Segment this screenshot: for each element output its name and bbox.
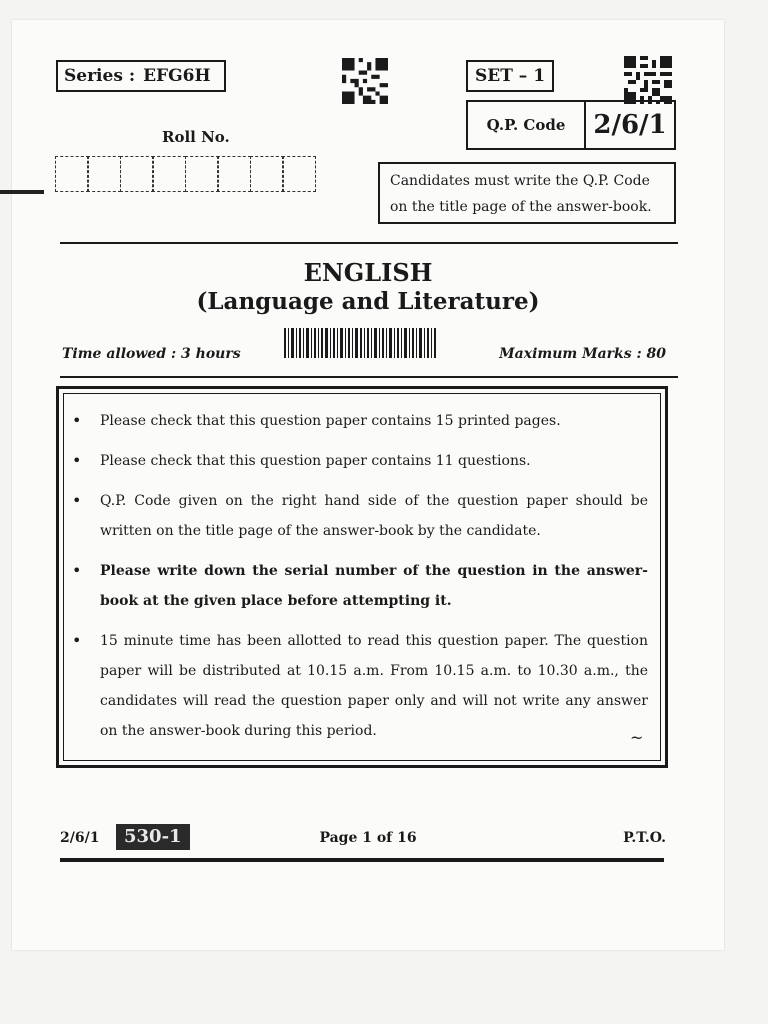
bullet-icon: •	[72, 451, 82, 470]
roll-number-label: Roll No.	[162, 128, 230, 146]
subject-subtitle: (Language and Literature)	[196, 288, 540, 315]
instruction-item	[72, 446, 648, 476]
bullet-icon: •	[72, 631, 82, 650]
pto-label: P.T.O.	[623, 830, 666, 846]
qr-code-icon	[342, 58, 388, 104]
qp-code-label: Q.P. Code	[468, 102, 586, 148]
roll-number-cell[interactable]	[217, 156, 251, 192]
roll-number-cell[interactable]	[185, 156, 219, 192]
page-number: Page 1 of 16	[319, 830, 417, 846]
roll-number-cell[interactable]	[55, 156, 89, 192]
roll-number-cell[interactable]	[282, 156, 316, 192]
instructions-inner	[63, 393, 661, 761]
footer-qp-code: 2/6/1	[60, 830, 100, 846]
instruction-item	[72, 486, 648, 546]
barcode-icon	[284, 328, 436, 358]
divider	[60, 858, 664, 862]
instruction-text: Please check that this question paper contains 11 questions.	[100, 453, 531, 469]
instruction-text: 15 minute time has been allotted to read this question paper. The question paper will be distributed at 10.15 a.m. From 10.15 a.m. to 10.30 a.m., the candidates will read the question paper only and will not write any answer on the answer-book during this period.	[100, 633, 648, 739]
instruction-text: Please write down the serial number of the question in the answer-book at the given place before attempting it.	[100, 563, 648, 609]
roll-number-boxes[interactable]	[56, 156, 316, 192]
exam-page	[12, 20, 724, 950]
series-value: EFG6H	[143, 66, 211, 86]
qp-code-value: 2/6/1	[593, 110, 667, 140]
margin-mark	[0, 190, 44, 194]
subject-title: ENGLISH	[303, 258, 433, 287]
divider	[60, 242, 678, 244]
bullet-icon: •	[72, 561, 82, 580]
divider	[60, 376, 678, 378]
set-box: SET – 1	[466, 60, 554, 92]
roll-number-cell[interactable]	[120, 156, 154, 192]
roll-number-cell[interactable]	[87, 156, 121, 192]
qr-code-icon	[624, 56, 672, 104]
instructions-box	[56, 386, 668, 768]
qp-code-box	[466, 100, 676, 150]
maximum-marks: Maximum Marks : 80	[499, 346, 666, 362]
instruction-text: Q.P. Code given on the right hand side of the question paper should be written on the title page of the answer-book by the candidate.	[100, 493, 648, 539]
roll-number-cell[interactable]	[250, 156, 284, 192]
roll-number-cell[interactable]	[152, 156, 186, 192]
time-allowed: Time allowed : 3 hours	[62, 346, 241, 362]
footer-badge: 530-1	[116, 824, 190, 850]
instruction-item	[72, 406, 648, 436]
bullet-icon: •	[72, 411, 82, 430]
series-box	[56, 60, 226, 92]
instruction-text: Please check that this question paper contains 15 printed pages.	[100, 413, 561, 429]
series-label: Series :	[64, 66, 136, 86]
instruction-item	[72, 556, 648, 616]
bullet-icon: •	[72, 491, 82, 510]
instruction-item	[72, 626, 648, 746]
tilde-mark: ~	[630, 728, 644, 747]
candidates-note: Candidates must write the Q.P. Code on the title page of the answer-book.	[378, 162, 676, 224]
